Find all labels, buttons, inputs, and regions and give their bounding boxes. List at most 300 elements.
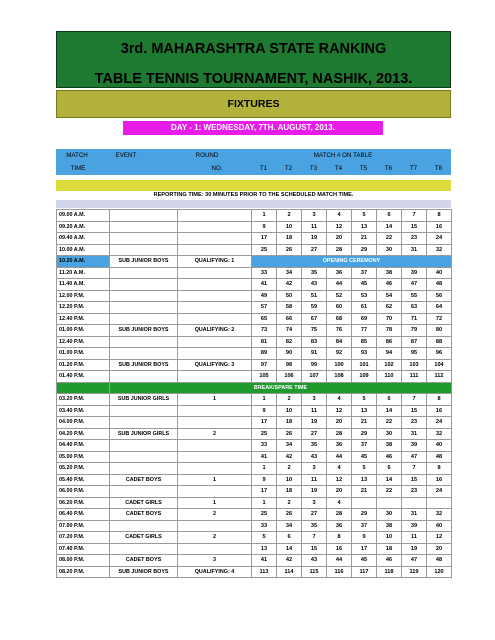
fixture-row [57,497,452,509]
match-number-cell: 111 [402,371,427,383]
round-cell: 2 [178,509,252,521]
round-cell [178,210,252,222]
match-number-cell: 41 [252,555,277,567]
match-number-cell: 16 [427,221,452,233]
match-number-cell: 39 [402,520,427,532]
match-number-cell: 42 [277,451,302,463]
match-number-cell: 45 [352,451,377,463]
match-number-cell: 72 [427,313,452,325]
fixture-row [57,302,452,314]
time-cell: 06.40 P.M. [57,509,110,521]
time-cell: 09.20 A.M. [57,221,110,233]
match-number-cell: 30 [377,509,402,521]
fixture-row [57,451,452,463]
match-number-cell: 4 [327,463,352,475]
match-number-cell: 104 [427,359,452,371]
fixture-row [57,428,452,440]
match-number-cell: 29 [352,244,377,256]
match-number-cell: 51 [302,290,327,302]
time-cell: 04.00 P.M. [57,417,110,429]
match-number-cell: 18 [277,233,302,245]
fixture-row [57,405,452,417]
match-number-cell: 28 [327,509,352,521]
match-number-cell: 19 [302,486,327,498]
event-cell [110,348,178,360]
time-cell: 09.00 A.M. [57,210,110,222]
match-number-cell: 31 [402,428,427,440]
round-cell [178,348,252,360]
match-number-cell: 34 [277,267,302,279]
match-number-cell: 70 [377,313,402,325]
match-number-cell: 23 [402,233,427,245]
match-number-cell: 75 [302,325,327,337]
match-number-cell: 27 [302,509,327,521]
match-number-cell: 4 [327,394,352,406]
round-cell [178,451,252,463]
match-number-cell: 107 [302,371,327,383]
round-cell [178,302,252,314]
match-number-cell: 97 [252,359,277,371]
match-number-cell: 47 [402,555,427,567]
match-number-cell: 40 [427,520,452,532]
break-time-cell [57,382,110,394]
match-number-cell: 46 [377,555,402,567]
match-number-cell: 8 [327,532,352,544]
match-number-cell: 2 [277,394,302,406]
match-number-cell: 62 [377,302,402,314]
match-number-cell: 26 [277,428,302,440]
round-cell [178,290,252,302]
match-number-cell: 9 [352,532,377,544]
match-number-cell: 81 [252,336,277,348]
event-cell [110,302,178,314]
match-number-cell: 44 [327,279,352,291]
match-number-cell: 26 [277,509,302,521]
match-number-cell: 86 [377,336,402,348]
event-cell: CADET BOYS [110,509,178,521]
match-number-cell: 45 [352,555,377,567]
round-cell: 3 [178,555,252,567]
reporting-note: REPORTING TIME: 30 MINUTES PRIOR TO THE SCHEDULED MATCH TIME. [153,192,354,198]
match-number-cell: 38 [377,440,402,452]
match-number-cell: 25 [252,509,277,521]
fixture-row [57,520,452,532]
col-match-on-table: MATCH # ON TABLE [313,152,373,159]
match-number-cell: 91 [302,348,327,360]
col-table-8: T8 [434,165,443,172]
match-number-cell: 22 [377,233,402,245]
fixture-row [57,394,452,406]
match-number-cell: 11 [402,532,427,544]
col-time: TIME [70,165,86,172]
match-number-cell: 45 [352,279,377,291]
match-number-cell: 28 [327,244,352,256]
time-cell: 11.40 A.M. [57,279,110,291]
match-number-cell: 10 [277,221,302,233]
match-number-cell: 36 [327,267,352,279]
yellow-separator [56,180,451,191]
match-number-cell: 102 [377,359,402,371]
match-number-cell: 100 [327,359,352,371]
match-number-cell [402,497,427,509]
match-number-cell: 44 [327,555,352,567]
round-cell: 1 [178,394,252,406]
match-number-cell: 35 [302,267,327,279]
match-number-cell: 42 [277,555,302,567]
match-number-cell: 64 [427,302,452,314]
fixture-row [57,256,452,268]
match-number-cell: 8 [427,394,452,406]
match-number-cell: 25 [252,244,277,256]
round-cell [178,371,252,383]
round-cell [178,279,252,291]
time-cell: 03.40 P.M. [57,405,110,417]
time-cell: 12.00 P.M. [57,290,110,302]
match-number-cell: 21 [352,486,377,498]
match-number-cell: 42 [277,279,302,291]
time-cell: 07.20 P.M. [57,532,110,544]
match-number-cell: 22 [377,417,402,429]
round-cell [178,463,252,475]
col-no: NO. [211,165,223,172]
match-number-cell: 60 [327,302,352,314]
match-number-cell: 29 [352,509,377,521]
match-number-cell: 17 [352,543,377,555]
match-number-cell: 101 [352,359,377,371]
match-number-cell: 23 [402,486,427,498]
match-number-cell: 18 [277,417,302,429]
fixture-row [57,417,452,429]
match-number-cell: 8 [427,210,452,222]
match-number-cell [377,497,402,509]
match-number-cell: 13 [352,474,377,486]
match-number-cell: 69 [352,313,377,325]
match-number-cell: 18 [277,486,302,498]
col-table-4: T4 [334,165,343,172]
fixture-row [57,509,452,521]
match-number-cell: 34 [277,520,302,532]
match-number-cell: 119 [402,566,427,578]
match-number-cell: 27 [302,244,327,256]
event-cell: SUB JUNIOR BOYS [110,325,178,337]
match-number-cell: 13 [252,543,277,555]
match-number-cell: 7 [402,463,427,475]
match-number-cell: 3 [302,497,327,509]
match-number-cell: 50 [277,290,302,302]
match-number-cell: 7 [402,394,427,406]
time-cell: 08.00 P.M. [57,555,110,567]
match-number-cell: 8 [427,463,452,475]
match-number-cell: 98 [277,359,302,371]
event-cell [110,520,178,532]
match-number-cell: 52 [327,290,352,302]
match-number-cell: 43 [302,279,327,291]
time-cell: 01.00 P.M. [57,348,110,360]
event-cell [110,451,178,463]
time-cell: 01.40 P.M. [57,371,110,383]
match-number-cell: 46 [377,451,402,463]
match-number-cell: 48 [427,555,452,567]
match-number-cell: 5 [352,394,377,406]
match-number-cell: 67 [302,313,327,325]
match-number-cell: 10 [277,405,302,417]
match-number-cell: 15 [402,221,427,233]
match-number-cell: 23 [402,417,427,429]
time-cell: 10.00 A.M. [57,244,110,256]
time-cell: 12.40 P.M. [57,313,110,325]
match-number-cell: 14 [377,474,402,486]
match-number-cell: 114 [277,566,302,578]
time-cell: 06.00 P.M. [57,486,110,498]
fixture-row [57,555,452,567]
round-cell [178,267,252,279]
time-cell: 05.20 P.M. [57,463,110,475]
round-cell [178,221,252,233]
match-number-cell: 109 [352,371,377,383]
match-number-cell: 20 [327,233,352,245]
fixture-row [57,279,452,291]
day-banner: DAY - 1: WEDNESDAY, 7TH. AUGUST, 2013. [123,121,383,135]
match-number-cell: 10 [377,532,402,544]
col-table-5: T5 [359,165,368,172]
match-number-cell: 16 [427,405,452,417]
match-number-cell: 113 [252,566,277,578]
match-number-cell: 110 [377,371,402,383]
event-cell: SUB JUNIOR GIRLS [110,394,178,406]
match-number-cell: 10 [277,474,302,486]
match-number-cell: 85 [352,336,377,348]
match-number-cell: 33 [252,520,277,532]
round-cell: QUALIFYING: 3 [178,359,252,371]
match-number-cell: 27 [302,428,327,440]
match-number-cell: 25 [252,428,277,440]
match-number-cell: 17 [252,417,277,429]
event-cell: SUB JUNIOR BOYS [110,256,178,268]
match-number-cell: 37 [352,520,377,532]
col-event: EVENT [115,152,137,159]
match-number-cell: 2 [277,497,302,509]
event-cell [110,313,178,325]
match-number-cell: 36 [327,440,352,452]
match-number-cell: 5 [252,532,277,544]
ceremony-cell: OPENING CEREMONY [252,256,452,268]
time-cell: 05.00 P.M. [57,451,110,463]
match-number-cell: 117 [352,566,377,578]
event-cell [110,221,178,233]
match-number-cell: 77 [352,325,377,337]
match-number-cell: 44 [327,451,352,463]
match-number-cell: 1 [252,463,277,475]
fixture-row [57,463,452,475]
fixture-row [57,210,452,222]
match-number-cell: 73 [252,325,277,337]
col-table-3: T3 [309,165,318,172]
event-cell: CADET GIRLS [110,532,178,544]
match-number-cell: 39 [402,440,427,452]
match-number-cell: 24 [427,486,452,498]
fixtures-heading: FIXTURES [56,90,451,118]
match-number-cell: 35 [302,520,327,532]
match-number-cell: 47 [402,279,427,291]
match-number-cell: 19 [402,543,427,555]
time-cell: 04.20 P.M. [57,428,110,440]
time-cell: 08.20 P.M. [57,566,110,578]
match-number-cell: 89 [252,348,277,360]
match-number-cell: 99 [302,359,327,371]
match-number-cell: 82 [277,336,302,348]
match-number-cell: 32 [427,428,452,440]
match-number-cell: 20 [327,486,352,498]
time-cell: 01.00 P.M. [57,325,110,337]
match-number-cell: 1 [252,394,277,406]
fixture-row [57,233,452,245]
match-number-cell: 36 [327,520,352,532]
match-number-cell: 38 [377,267,402,279]
match-number-cell: 3 [302,210,327,222]
match-number-cell: 24 [427,233,452,245]
fixture-row [57,221,452,233]
match-number-cell: 65 [252,313,277,325]
match-number-cell: 7 [302,532,327,544]
event-cell: SUB JUNIOR GIRLS [110,428,178,440]
match-number-cell: 19 [302,417,327,429]
fixture-row [57,566,452,578]
match-number-cell: 4 [327,210,352,222]
match-number-cell: 79 [402,325,427,337]
match-number-cell: 22 [377,486,402,498]
match-number-cell: 13 [352,221,377,233]
fixture-row [57,348,452,360]
match-number-cell: 68 [327,313,352,325]
match-number-cell: 24 [427,417,452,429]
match-number-cell: 94 [377,348,402,360]
match-number-cell: 87 [402,336,427,348]
round-cell [178,405,252,417]
time-cell: 07.40 P.M. [57,543,110,555]
event-cell [110,244,178,256]
match-number-cell: 43 [302,451,327,463]
match-number-cell: 35 [302,440,327,452]
match-number-cell: 106 [277,371,302,383]
fixtures-table [56,209,452,578]
match-number-cell: 95 [402,348,427,360]
match-number-cell: 6 [377,210,402,222]
col-table-6: T6 [384,165,393,172]
match-number-cell: 33 [252,267,277,279]
match-number-cell: 40 [427,440,452,452]
fixture-row [57,325,452,337]
match-number-cell: 43 [302,555,327,567]
match-number-cell: 16 [327,543,352,555]
match-number-cell: 33 [252,440,277,452]
match-number-cell: 18 [377,543,402,555]
match-number-cell: 21 [352,233,377,245]
match-number-cell: 20 [427,543,452,555]
event-cell [110,336,178,348]
match-number-cell: 53 [352,290,377,302]
match-number-cell: 88 [427,336,452,348]
separator-bar [56,200,451,208]
match-number-cell: 92 [327,348,352,360]
event-cell [110,486,178,498]
match-number-cell: 90 [277,348,302,360]
time-cell: 07.00 P.M. [57,520,110,532]
fixture-row [57,474,452,486]
match-number-cell: 21 [352,417,377,429]
round-cell: 2 [178,428,252,440]
match-number-cell: 96 [427,348,452,360]
round-cell: 1 [178,497,252,509]
match-number-cell: 63 [402,302,427,314]
fixture-row [57,382,452,394]
match-number-cell: 16 [427,474,452,486]
match-number-cell: 56 [427,290,452,302]
match-number-cell: 120 [427,566,452,578]
event-cell [110,440,178,452]
time-cell: 10.20 A.M. [57,256,110,268]
match-number-cell: 7 [402,210,427,222]
col-table-7: T7 [409,165,418,172]
match-number-cell: 5 [352,210,377,222]
match-number-cell: 2 [277,210,302,222]
match-number-cell: 41 [252,279,277,291]
event-cell [110,543,178,555]
time-cell: 09.40 A.M. [57,233,110,245]
event-cell: CADET BOYS [110,555,178,567]
time-cell: 04.40 P.M. [57,440,110,452]
title-line-2: TABLE TENNIS TOURNAMENT, NASHIK, 2013. [94,71,413,87]
match-number-cell: 13 [352,405,377,417]
match-number-cell: 116 [327,566,352,578]
match-number-cell: 84 [327,336,352,348]
fixture-row [57,313,452,325]
match-number-cell: 14 [277,543,302,555]
match-number-cell: 38 [377,520,402,532]
match-number-cell: 6 [377,394,402,406]
match-number-cell [352,497,377,509]
event-cell [110,405,178,417]
match-number-cell: 108 [327,371,352,383]
round-cell: QUALIFYING: 2 [178,325,252,337]
time-cell: 01.20 P.M. [57,359,110,371]
event-cell [110,279,178,291]
match-number-cell: 58 [277,302,302,314]
event-cell [110,267,178,279]
match-number-cell: 32 [427,244,452,256]
fixture-row [57,440,452,452]
match-number-cell: 41 [252,451,277,463]
round-cell [178,313,252,325]
match-number-cell: 118 [377,566,402,578]
round-cell [178,440,252,452]
match-number-cell: 12 [327,474,352,486]
match-number-cell: 9 [252,221,277,233]
match-number-cell: 6 [277,532,302,544]
match-number-cell: 11 [302,405,327,417]
title-banner [56,31,451,88]
match-number-cell: 103 [402,359,427,371]
col-table-1: T1 [259,165,268,172]
match-number-cell: 71 [402,313,427,325]
event-cell [110,233,178,245]
fixture-row [57,290,452,302]
match-number-cell: 1 [252,210,277,222]
time-cell: 12.40 P.M. [57,336,110,348]
match-number-cell: 93 [352,348,377,360]
match-number-cell: 115 [302,566,327,578]
match-number-cell: 26 [277,244,302,256]
match-number-cell: 4 [327,497,352,509]
